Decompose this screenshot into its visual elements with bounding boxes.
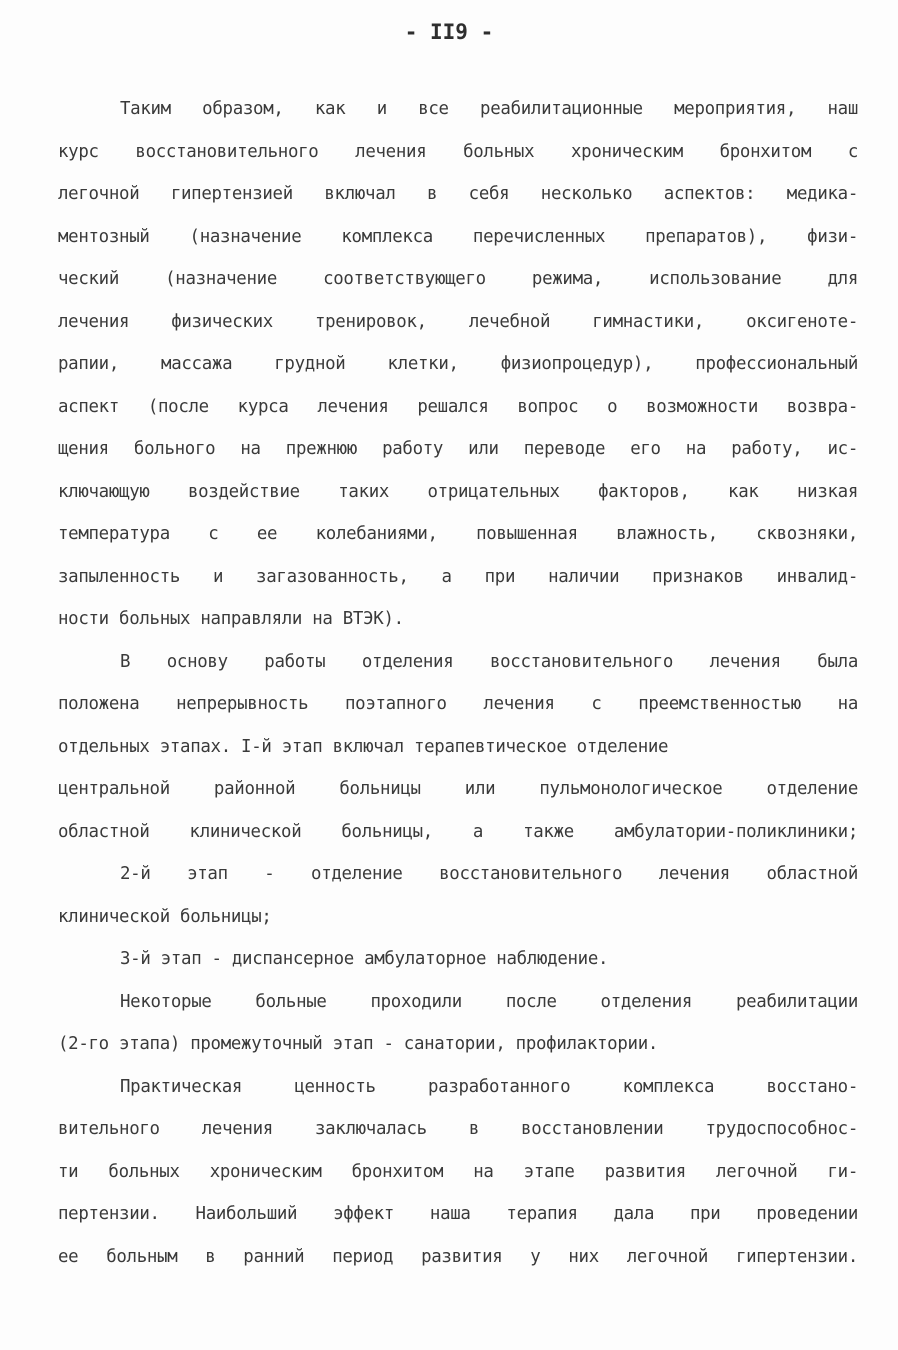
text-line: ее больным в ранний период развития у них легочной гипертензии.: [58, 1246, 858, 1267]
paragraph-2: [58, 641, 858, 854]
text-line: ти больных хроническим бронхитом на этапе развития легочной ги-: [58, 1161, 858, 1182]
text-line: курс восстановительного лечения больных хроническим бронхитом с: [58, 141, 858, 162]
text-line: отдельных этапах. I-й этап включал терапевтическое отделение: [58, 736, 669, 757]
paragraph-6: [58, 1066, 858, 1279]
text-line: пертензии. Наибольший эффект наша терапия дала при проведении: [58, 1204, 858, 1224]
text-line: клинической больницы;: [58, 906, 272, 927]
text-line: легочной гипертензией включал в себя несколько аспектов: медика-: [58, 184, 858, 204]
text-line: запыленность и загазованность, а при наличии признаков инвалид-: [58, 566, 858, 587]
text-line: областной клинической больницы, а также амбулатории-поликлиники;: [58, 821, 858, 842]
paragraph-1: [58, 88, 858, 641]
text-line: 2-й этап - отделение восстановительного лечения областной: [120, 864, 858, 884]
text-line: ности больных направляли на ВТЭК).: [58, 609, 404, 629]
text-line: положена непрерывность поэтапного лечения с преемственностью на: [58, 694, 858, 714]
text-line: В основу работы отделения восстановительного лечения была: [120, 651, 858, 672]
text-line: аспект (после курса лечения решался вопрос о возможности возвра-: [58, 396, 858, 417]
text-line: 3-й этап - диспансерное амбулаторное наблюдение.: [120, 949, 609, 969]
text-line: ментозный (назначение комплекса перечисленных препаратов), физи-: [58, 226, 858, 247]
text-line: температура с ее колебаниями, повышенная влажность, сквозняки,: [58, 524, 858, 544]
text-line: щения больного на прежнюю работу или переводе его на работу, ис-: [58, 439, 858, 459]
text-line: (2-го этапа) промежуточный этап - санатории, профилактории.: [58, 1034, 659, 1054]
page-number: - II9 -: [404, 20, 494, 44]
text-line: Практическая ценность разработанного комплекса восстано-: [120, 1076, 858, 1097]
text-line: лечения физических тренировок, лечебной гимнастики, оксигеноте-: [58, 311, 858, 332]
text-line: ключающую воздействие таких отрицательных факторов, как низкая: [58, 481, 858, 502]
paragraph-4: [58, 938, 858, 981]
text-line: центральной районной больницы или пульмонологическое отделение: [58, 779, 858, 799]
paragraph-3: [58, 853, 858, 938]
text-line: ческий (назначение соответствующего режима, использование для: [58, 269, 858, 289]
text-line: рапии, массажа грудной клетки, физиопроцедур), профессиональный: [58, 354, 858, 374]
text-line: вительного лечения заключалась в восстановлении трудоспособнос-: [58, 1119, 858, 1139]
text-line: Таким образом, как и все реабилитационные мероприятия, наш: [120, 99, 858, 119]
text-line: Некоторые больные проходили после отделения реабилитации: [120, 991, 858, 1012]
paragraph-5: [58, 981, 858, 1066]
body-text: [58, 88, 858, 1278]
